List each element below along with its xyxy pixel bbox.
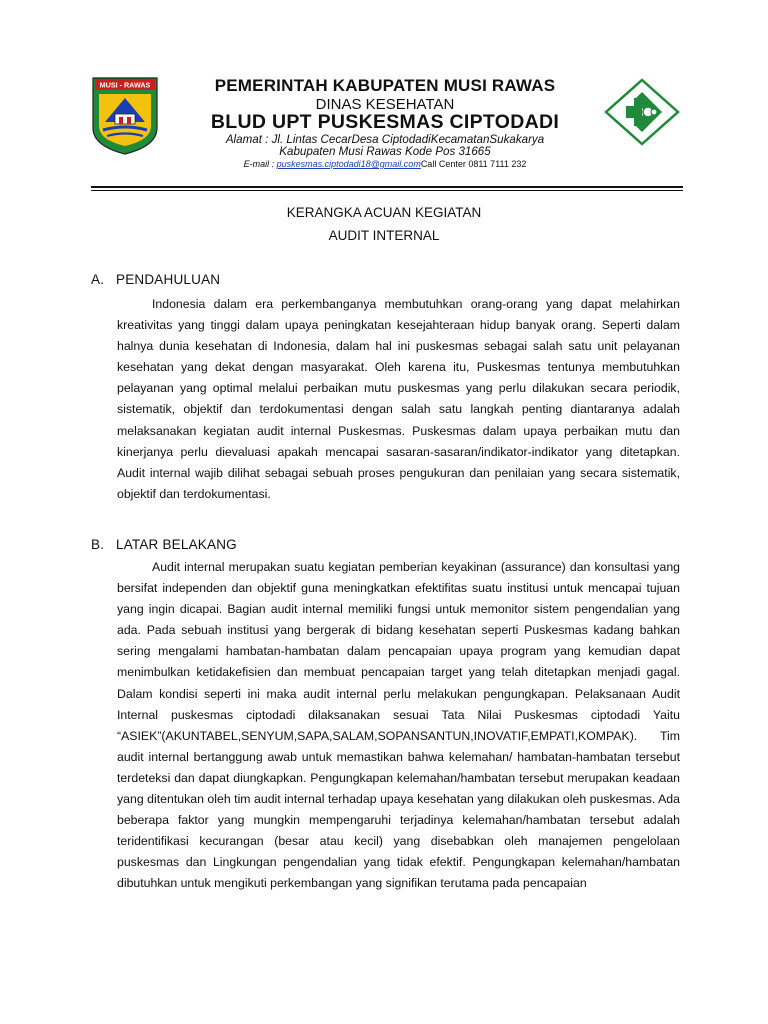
- section-b-heading: [91, 537, 237, 552]
- puskesmas-logo: [604, 78, 680, 146]
- section-a-title: PENDAHULUAN: [116, 272, 221, 287]
- header-divider-thick: [91, 186, 683, 188]
- address-line-2: Kabupaten Musi Rawas Kode Pos 31665: [279, 145, 491, 158]
- section-a-letter: A.: [91, 272, 105, 287]
- call-center: Call Center 0811 7111 232: [420, 159, 527, 169]
- document-subtitle: AUDIT INTERNAL: [328, 228, 440, 243]
- section-b-body: Audit internal merupakan suatu kegiatan pemberian keyakinan (assurance) dan konsultasi yang bersifat independen dan objektif guna meningkatkan efektifitas suatu institusi untuk mencapai tujuan yang ingin dicapai. Bagian audit internal memiliki fungsi untuk memonitor sistem pengendalian yang ada. Pada sebuah institusi yang bergerak di bidang kesehatan seperti Puskesmas kadang bahkan sering mengalami hambatan-hambatan dalam pencapaian upaya program yang kemudian dapat menimbulkan ketidakefisien dan membuat pencapaian target yang telah ditetapkan menjadi gagal. Dalam kondisi seperti ini maka audit internal perlu melakukan pengungkapan. Pelaksanaan Audit Internal puskesmas ciptodadi dilaksanakan sesuai Tata Nilai Puskesmas ciptodadi Yaitu “ASIEK”(AKUNTABEL,SENYUM,SAPA,SALAM,SOPANSANTUN,INOVATIF,EMPATI,KOMPAK). Tim audit internal bertanggung awab untuk memastikan bahwa kelemahan/ hambatan-hambatan tersebut terdeteksi dan dapat diungkapkan. Pengungkapan kelemahan/hambatan tersebut merupakan keadaan yang ditentukan oleh tim audit internal terhadap upaya kesehatan yang dilakukan oleh puskesmas. Ada beberapa faktor yang mungkin mempengaruhi terjadinya kelemahan/hambatan tersebut adalah teridentifikasi kecurangan (besar atau kecil) yang disebabkan oleh manajemen pengelolaan puskesmas dan Lingkungan pengendalian yang tidak efektif. Pengungkapan kelemahan/hambatan dibutuhkan untuk mengikuti perkembangan yang signifikan terutama pada pencapaian: [117, 560, 680, 891]
- emblem-label: MUSI - RAWAS: [99, 80, 151, 90]
- document-title: KERANGKA ACUAN KEGIATAN: [286, 205, 482, 220]
- musi-rawas-emblem: [89, 76, 161, 156]
- section-a-heading: [91, 272, 220, 287]
- section-a-body: Indonesia dalam era perkembanganya membutuhkan orang-orang yang dapat melahirkan kreativitas yang tinggi dalam upaya peningkatan kesejahteraan hidup banyak orang. Seperti dalam halnya dunia kesehatan di Indonesia, dalam hal ini puskesmas sebagai salah satu unit pelayanan kesehatan yang dekat dengan masyarakat. Oleh karena itu, Puskesmas tentunya membutuhkan pelayanan yang optimal melalui perbaikan mutu puskesmas yang perlu dilakukan secara periodik, sistematik, objektif dan terdokumentasi dengan salah satu langkah penting diantaranya adalah melaksanakan kegiatan audit internal Puskesmas. Puskesmas dalam upaya perbaikan mutu dan kinerjanya perlu dievaluasi apakah mencapai sasaran-sasaran/indikator-indikator yang ditetapkan. Audit internal wajib dilihat sebagai sebuah proses pengukuran dan penilaian yang secara sistematik, objektif dan terdokumentasi.: [117, 297, 680, 501]
- email-label: E-mail :: [243, 159, 277, 169]
- contact-line: [160, 159, 610, 169]
- section-b-letter: B.: [91, 537, 105, 552]
- header-divider-thin: [91, 190, 683, 191]
- email-link[interactable]: puskesmas.ciptodadi18@gmail.com: [276, 159, 421, 169]
- government-name: PEMERINTAH KABUPATEN MUSI RAWAS: [214, 76, 556, 95]
- organization-name: BLUD UPT PUSKESMAS CIPTODADI: [210, 111, 560, 133]
- address-line-1: Alamat : Jl. Lintas CecarDesa CiptodadiKecamatanSukakarya: [225, 133, 545, 146]
- department-name: DINAS KESEHATAN: [315, 96, 455, 113]
- section-b-title: LATAR BELAKANG: [116, 537, 237, 552]
